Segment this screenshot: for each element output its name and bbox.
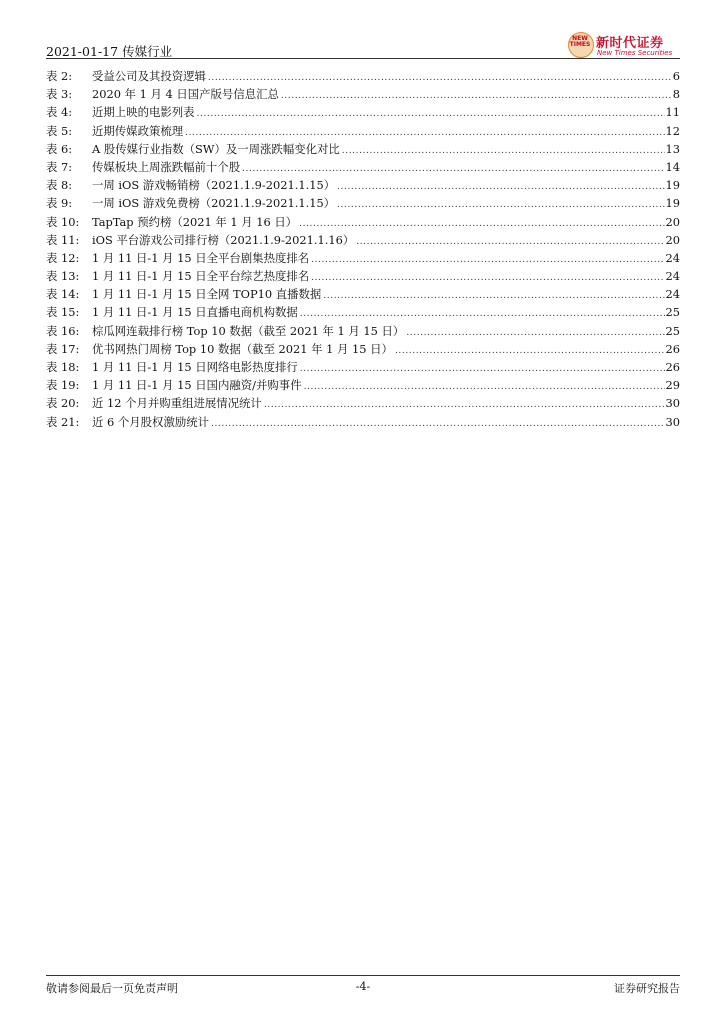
toc-entry-title[interactable]: 传媒板块上周涨跌幅前十个股 bbox=[92, 159, 241, 174]
toc-entry-title[interactable]: 1 月 11 日-1 月 15 日全平台剧集热度排名 bbox=[92, 250, 310, 265]
toc-entry-label: 表 3: bbox=[46, 87, 73, 102]
toc-entry-title[interactable]: 近 12 个月并购重组进展情况统计 bbox=[92, 396, 262, 411]
toc-entry-page[interactable]: 14 bbox=[665, 159, 680, 174]
toc-entry-title[interactable]: TapTap 预约榜（2021 年 1 月 16 日） bbox=[92, 214, 298, 229]
toc-entry[interactable] bbox=[46, 194, 680, 212]
toc-entry-label: 表 16: bbox=[46, 323, 80, 338]
toc-entry[interactable] bbox=[46, 85, 680, 103]
toc-entry[interactable] bbox=[46, 103, 680, 121]
footer-disclaimer: 敬请参阅最后一页免责声明 bbox=[46, 982, 178, 995]
toc-entry-title[interactable]: 1 月 11 日-1 月 15 日网络电影热度排行 bbox=[92, 360, 298, 374]
toc-entry-label: 表 7: bbox=[46, 159, 73, 174]
toc-entry[interactable] bbox=[46, 358, 680, 376]
toc-entry-page[interactable]: 26 bbox=[665, 360, 680, 374]
toc-entry[interactable] bbox=[46, 285, 680, 303]
toc-entry-label: 表 10: bbox=[46, 214, 80, 229]
toc-entry[interactable] bbox=[46, 158, 680, 176]
page-header bbox=[46, 30, 680, 60]
toc-entry-page[interactable]: 19 bbox=[665, 178, 680, 193]
toc-entry-label: 表 21: bbox=[46, 414, 80, 429]
toc-entry[interactable] bbox=[46, 267, 680, 285]
toc-entry-title[interactable]: 1 月 11 日-1 月 15 日全网 TOP10 直播数据 bbox=[92, 287, 322, 302]
logo-chinese-name: 新时代证券 bbox=[596, 36, 664, 51]
toc-entry[interactable] bbox=[46, 122, 680, 140]
toc-entry-page[interactable]: 24 bbox=[665, 250, 680, 265]
logo-english-name: New Times Securities bbox=[597, 49, 673, 57]
toc-entry-title[interactable]: 1 月 11 日-1 月 15 日全平台综艺热度排名 bbox=[92, 269, 310, 284]
toc-entry[interactable] bbox=[46, 322, 680, 340]
toc-entry-title[interactable]: 1 月 11 日-1 月 15 日国内融资/并购事件 bbox=[92, 378, 302, 393]
toc-leader-dots bbox=[211, 415, 664, 433]
toc-entry[interactable] bbox=[46, 67, 680, 85]
toc-entry[interactable] bbox=[46, 413, 680, 431]
toc-entry-title[interactable]: 受益公司及其投资逻辑 bbox=[92, 69, 206, 83]
toc-entry[interactable] bbox=[46, 340, 680, 358]
table-of-tables bbox=[46, 67, 680, 431]
toc-entry-label: 表 4: bbox=[46, 105, 73, 120]
toc-entry-page[interactable]: 11 bbox=[665, 105, 680, 120]
toc-entry-title[interactable]: 优书网热门周榜 Top 10 数据（截至 2021 年 1 月 15 日） bbox=[92, 341, 393, 356]
toc-entry-label: 表 9: bbox=[46, 196, 73, 211]
toc-entry-page[interactable]: 20 bbox=[665, 232, 680, 247]
toc-entry-page[interactable]: 24 bbox=[665, 287, 680, 302]
toc-entry-label: 表 6: bbox=[46, 141, 73, 156]
footer-report-type: 证券研究报告 bbox=[614, 982, 680, 995]
toc-entry[interactable] bbox=[46, 303, 680, 321]
company-logo bbox=[568, 30, 680, 60]
toc-entry-page[interactable]: 26 bbox=[665, 341, 680, 356]
toc-entry-label: 表 19: bbox=[46, 378, 80, 393]
toc-entry[interactable] bbox=[46, 140, 680, 158]
toc-entry-title[interactable]: A 股传媒行业指数（SW）及一周涨跌幅变化对比 bbox=[92, 141, 340, 156]
footer-divider bbox=[46, 975, 680, 976]
toc-entry-title[interactable]: 2020 年 1 月 4 日国产版号信息汇总 bbox=[92, 87, 279, 102]
toc-entry-label: 表 20: bbox=[46, 396, 80, 411]
header-divider bbox=[46, 58, 680, 59]
toc-entry-label: 表 17: bbox=[46, 341, 80, 356]
toc-entry[interactable] bbox=[46, 231, 680, 249]
toc-entry[interactable] bbox=[46, 376, 680, 394]
footer-page-number: -4- bbox=[355, 980, 371, 993]
toc-entry-title[interactable]: 棕瓜网连载排行榜 Top 10 数据（截至 2021 年 1 月 15 日） bbox=[92, 323, 405, 338]
toc-entry-page[interactable]: 25 bbox=[665, 305, 680, 320]
toc-entry[interactable] bbox=[46, 249, 680, 267]
toc-entry-page[interactable]: 19 bbox=[665, 196, 680, 211]
toc-entry-title[interactable]: 1 月 11 日-1 月 15 日直播电商机构数据 bbox=[92, 305, 298, 320]
toc-entry-label: 表 13: bbox=[46, 269, 80, 284]
toc-entry-page[interactable]: 29 bbox=[665, 378, 680, 393]
logo-mark-text: NEW TIMES bbox=[569, 35, 591, 48]
toc-entry-page[interactable]: 12 bbox=[665, 123, 680, 138]
toc-entry[interactable] bbox=[46, 213, 680, 231]
toc-entry-label: 表 12: bbox=[46, 250, 80, 265]
toc-entry-title[interactable]: 近期传媒政策梳理 bbox=[92, 123, 184, 138]
toc-entry-title[interactable]: 一周 iOS 游戏畅销榜（2021.1.9-2021.1.15） bbox=[92, 178, 336, 193]
toc-entry-page[interactable]: 6 bbox=[672, 69, 680, 83]
toc-entry-label: 表 11: bbox=[46, 232, 80, 247]
toc-entry[interactable] bbox=[46, 176, 680, 194]
toc-entry-page[interactable]: 8 bbox=[672, 87, 680, 102]
toc-entry-page[interactable]: 30 bbox=[665, 414, 680, 429]
toc-entry-page[interactable]: 30 bbox=[665, 396, 680, 411]
toc-entry[interactable] bbox=[46, 394, 680, 412]
toc-entry-title[interactable]: iOS 平台游戏公司排行榜（2021.1.9-2021.1.16） bbox=[92, 232, 355, 247]
header-date: 2021-01-17 bbox=[46, 44, 119, 59]
toc-entry-label: 表 15: bbox=[46, 305, 80, 320]
toc-entry-label: 表 5: bbox=[46, 123, 73, 138]
toc-entry-label: 表 8: bbox=[46, 178, 73, 193]
header-section: 传媒行业 bbox=[122, 44, 173, 59]
toc-entry-page[interactable]: 25 bbox=[665, 323, 680, 338]
toc-entry-title[interactable]: 近期上映的电影列表 bbox=[92, 105, 195, 120]
toc-entry-label: 表 2: bbox=[46, 69, 73, 83]
toc-entry-page[interactable]: 20 bbox=[665, 214, 680, 229]
toc-entry-label: 表 14: bbox=[46, 287, 80, 302]
toc-entry-title[interactable]: 近 6 个月股权激励统计 bbox=[92, 414, 210, 429]
toc-entry-title[interactable]: 一周 iOS 游戏免费榜（2021.1.9-2021.1.15） bbox=[92, 196, 336, 211]
toc-entry-page[interactable]: 24 bbox=[665, 269, 680, 284]
page-footer bbox=[46, 980, 680, 996]
toc-entry-page[interactable]: 13 bbox=[665, 141, 680, 156]
toc-entry-label: 表 18: bbox=[46, 360, 80, 374]
